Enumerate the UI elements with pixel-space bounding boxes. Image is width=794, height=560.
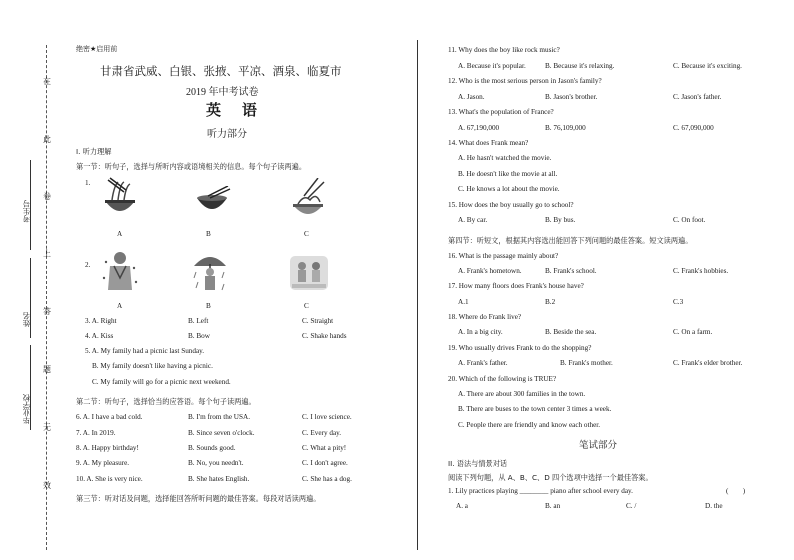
subject-title: 英 语 bbox=[206, 101, 257, 119]
option-letter: A bbox=[117, 302, 123, 310]
section-instruction: 阅读下列句题，从 A、B、C、D 四个选项中选择一个最佳答案。 bbox=[448, 473, 653, 482]
question-text: 13. What's the population of France? bbox=[448, 108, 554, 116]
option-b: B. Jason's brother. bbox=[545, 93, 598, 101]
option-c: C. She has a dog. bbox=[302, 475, 352, 483]
section-instruction: 第三节：听对话及问题，选择能回答所听问题的最佳答案。每段对话读两遍。 bbox=[76, 494, 321, 503]
option-c: C. Every day. bbox=[302, 429, 342, 437]
umbrella-rain-picture bbox=[190, 250, 230, 296]
option-b: B. 76,109,000 bbox=[545, 124, 586, 132]
exam-number-label: 考生号 bbox=[22, 200, 31, 223]
option-a: A.1 bbox=[458, 298, 469, 306]
noodles-bowl-picture bbox=[100, 176, 140, 220]
option-letter: C bbox=[304, 230, 309, 238]
option-a: A. In a big city. bbox=[458, 328, 503, 336]
exam-year: 2019 年中考试卷 bbox=[186, 87, 259, 98]
option-b: B. She hates English. bbox=[188, 475, 250, 483]
option-b: B. By bus. bbox=[545, 216, 576, 224]
question-text: 19. Who usually drives Frank to do the shopping? bbox=[448, 344, 592, 352]
question-text: 15. How does the boy usually go to school? bbox=[448, 201, 574, 209]
option-a: A. 67,190,000 bbox=[458, 124, 500, 132]
fork-noodles-picture bbox=[288, 178, 328, 222]
option-b: B. Bow bbox=[188, 332, 210, 340]
option-c: C. / bbox=[626, 502, 637, 510]
option-b: B. Sounds good. bbox=[188, 444, 236, 452]
question-text: 12. Who is the most serious person in Jason's family? bbox=[448, 77, 602, 85]
option-c: C. What a pity! bbox=[302, 444, 347, 452]
rice-bowl-picture bbox=[192, 186, 232, 222]
binding-char: 效 bbox=[43, 481, 51, 490]
cold-person-picture bbox=[100, 250, 140, 296]
binding-char: 题 bbox=[43, 365, 51, 374]
option-a: A. Jason. bbox=[458, 93, 485, 101]
option-a: 6. A. I have a bad cold. bbox=[76, 413, 143, 421]
part-title-writing: 笔试部分 bbox=[579, 440, 618, 451]
option-b: B. There are buses to the town center 3 times a week. bbox=[458, 405, 612, 413]
option-b: B. Since seven o'clock. bbox=[188, 429, 255, 437]
question-text: 20. Which of the following is TRUE? bbox=[448, 375, 557, 383]
option-c: C. I don't agree. bbox=[302, 459, 348, 467]
binding-char: 在 bbox=[43, 77, 51, 86]
question-text: 11. Why does the boy like rock music? bbox=[448, 46, 560, 54]
section-instruction: 第四节：听短文，根据其内容选出能回答下列问题的最佳答案。短文读两遍。 bbox=[448, 236, 693, 245]
option-c: C. I love science. bbox=[302, 413, 352, 421]
option-a: 8. A. Happy birthday! bbox=[76, 444, 139, 452]
option-c: C. 67,090,000 bbox=[673, 124, 714, 132]
section-instruction: 第一节：听句子，选择与所听内容或语境相关的信息。每个句子读两遍。 bbox=[76, 162, 307, 171]
option-a: 3. A. Right bbox=[85, 317, 117, 325]
option-a: A. There are about 300 families in the town. bbox=[458, 390, 586, 398]
binding-dashed-line bbox=[46, 45, 47, 550]
section-title: I. 听力理解 bbox=[76, 147, 112, 156]
option-letter: B bbox=[206, 302, 211, 310]
question-number: 1. bbox=[85, 179, 91, 187]
question-text: 16. What is the passage mainly about? bbox=[448, 252, 559, 260]
option-a: A. By car. bbox=[458, 216, 488, 224]
option-b: B. He doesn't like the movie at all. bbox=[458, 170, 558, 178]
children-playing-picture bbox=[288, 252, 330, 294]
option-c: C. Because it's exciting. bbox=[673, 62, 742, 70]
option-a: A. Because it's popular. bbox=[458, 62, 526, 70]
option-a: A. a bbox=[456, 502, 468, 510]
name-label: 姓名 bbox=[22, 312, 31, 327]
option-c: C.3 bbox=[673, 298, 684, 306]
option-letter: A bbox=[117, 230, 123, 238]
part-title-listening: 听力部分 bbox=[207, 129, 247, 140]
option-a: A. Frank's father. bbox=[458, 359, 508, 367]
exam-region: 甘肃省武威、白银、张掖、平凉、酒泉、临夏市 bbox=[100, 64, 342, 78]
option-a: 5. A. My family had a picnic last Sunday. bbox=[85, 347, 205, 355]
option-b: B. an bbox=[545, 502, 561, 510]
question-text: 17. How many floors does Frank's house have? bbox=[448, 282, 584, 290]
option-a: 9. A. My pleasure. bbox=[76, 459, 130, 467]
option-letter: B bbox=[206, 230, 211, 238]
option-b: B.2 bbox=[545, 298, 556, 306]
option-c: C. On foot. bbox=[673, 216, 706, 224]
option-d: D. the bbox=[705, 502, 723, 510]
option-a: A. Frank's hometown. bbox=[458, 267, 522, 275]
binding-char: 答 bbox=[43, 307, 51, 316]
option-letter: C bbox=[304, 302, 309, 310]
secret-label: 绝密★启用前 bbox=[76, 45, 118, 53]
option-b: B. No, you needn't. bbox=[188, 459, 244, 467]
binding-char: 无 bbox=[43, 423, 51, 432]
answer-paren[interactable]: ( ) bbox=[726, 487, 746, 495]
binding-char: 此 bbox=[43, 135, 51, 144]
school-label: 毕业学校 bbox=[22, 394, 31, 424]
binding-char: 卷 bbox=[43, 192, 51, 201]
option-a: 10. A. She is very nice. bbox=[76, 475, 143, 483]
option-a: A. He hasn't watched the movie. bbox=[458, 154, 552, 162]
option-c: C. People there are friendly and know each other. bbox=[458, 421, 601, 429]
question-text: 18. Where do Frank live? bbox=[448, 313, 522, 321]
option-a: 7. A. In 2019. bbox=[76, 429, 116, 437]
option-c: C. He knows a lot about the movie. bbox=[458, 185, 560, 193]
question-text: 1. Lily practices playing ________ piano after school every day. bbox=[448, 487, 633, 495]
option-c: C. Straight bbox=[302, 317, 334, 325]
option-b: B. I'm from the USA. bbox=[188, 413, 250, 421]
page-divider bbox=[417, 40, 418, 550]
question-number: 2. bbox=[85, 261, 91, 269]
option-c: C. Shake hands bbox=[302, 332, 347, 340]
section-instruction: 第二节：听句子，选择恰当的应答语。每个句子读两遍。 bbox=[76, 397, 256, 406]
option-c: C. My family will go for a picnic next weekend. bbox=[92, 378, 231, 386]
option-c: C. On a farm. bbox=[673, 328, 713, 336]
option-c: C. Frank's hobbies. bbox=[673, 267, 729, 275]
section-title: II. 语法与情景对话 bbox=[448, 459, 508, 468]
binding-char: 上 bbox=[43, 249, 51, 258]
option-c: C. Frank's elder brother. bbox=[673, 359, 743, 367]
option-b: B. My family doesn't like having a picnic. bbox=[92, 362, 213, 370]
option-a: 4. A. Kiss bbox=[85, 332, 114, 340]
option-b: B. Frank's school. bbox=[545, 267, 597, 275]
option-b: B. Because it's relaxing. bbox=[545, 62, 615, 70]
option-b: B. Beside the sea. bbox=[545, 328, 597, 336]
option-b: B. Left bbox=[188, 317, 209, 325]
option-c: C. Jason's father. bbox=[673, 93, 722, 101]
option-b: B. Frank's mother. bbox=[560, 359, 613, 367]
question-text: 14. What does Frank mean? bbox=[448, 139, 529, 147]
